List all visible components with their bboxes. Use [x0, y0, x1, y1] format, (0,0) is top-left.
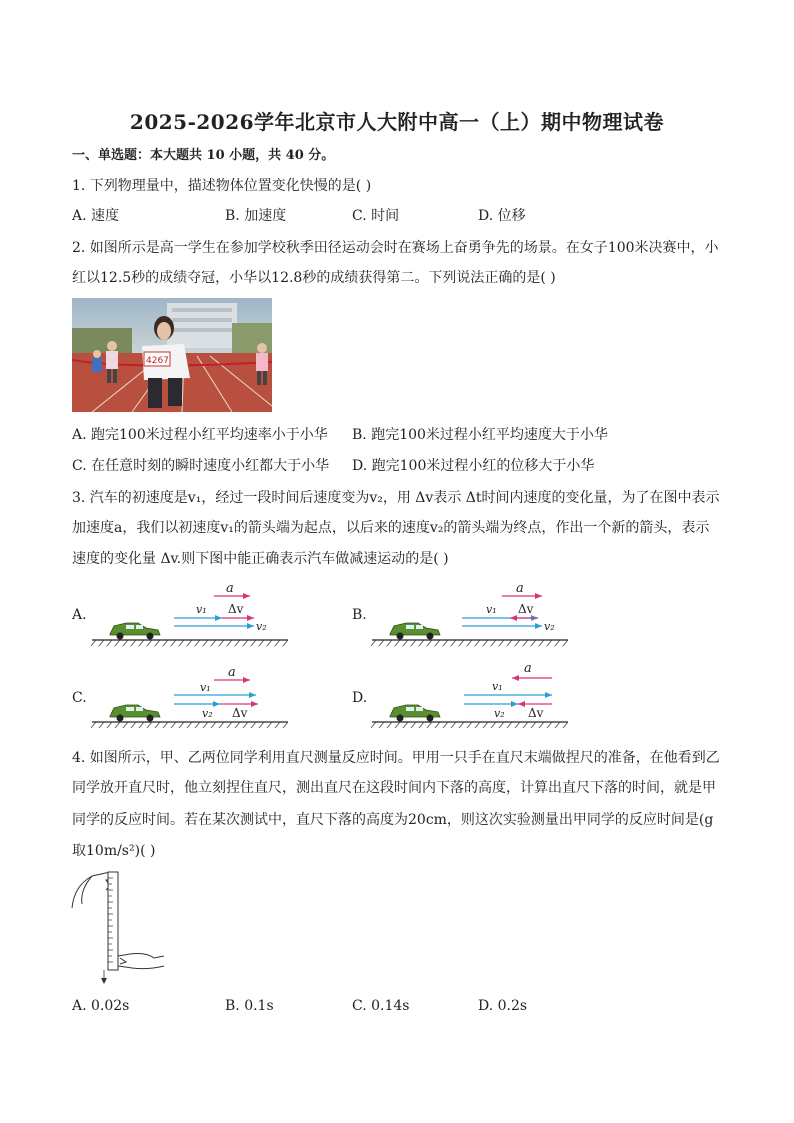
q2-option-c: C. 在任意时刻的瞬时速度小红都大于小华: [72, 458, 330, 474]
question-3-line-3: 速度的变化量 Δv.则下图中能正确表示汽车做减速运动的是( ): [72, 551, 449, 567]
page-title: 2025-2026学年北京市人大附中高一（上）期中物理试卷: [129, 110, 665, 134]
accel-label: a: [226, 581, 234, 596]
question-4-line-3: 同学的反应时间。若在某次测试中，直尺下落的高度为20cm，则这次实验测量出甲同学的反应时间是(g: [72, 812, 714, 828]
ruler-icon: [108, 872, 118, 970]
question-2-line-2: 红以12.5秒的成绩夺冠，小华以12.8秒的成绩获得第二。下列说法正确的是( ): [72, 270, 556, 286]
q3-option-c-label: C.: [72, 690, 87, 706]
q1-option-b: B. 加速度: [225, 208, 287, 224]
q2-option-a: A. 跑完100米过程小红平均速率小于小华: [72, 427, 328, 443]
svg-text:Δv: Δv: [528, 706, 544, 720]
q3-option-a-label: A.: [72, 607, 87, 623]
q1-option-a: A. 速度: [72, 208, 120, 224]
svg-text:v₂: v₂: [202, 707, 213, 720]
q4-option-c: C. 0.14s: [352, 998, 410, 1014]
q3-diagram-c: [90, 660, 290, 734]
question-3-line-1: 3. 汽车的初速度是v₁，经过一段时间后速度变为v₂，用 Δv表示 Δt时间内速度的变化量，为了在图中表示: [72, 490, 720, 506]
question-3-line-2: 加速度a，我们以初速度v₁的箭头端为起点，以后来的速度v₂的箭头端为终点，作出一个新的箭头，表示: [72, 520, 710, 536]
q1-option-c: C. 时间: [352, 208, 400, 224]
section-heading: 一、单选题：本大题共 10 小题，共 40 分。: [72, 148, 335, 163]
q3-diagram-a: [90, 578, 290, 652]
v1-label: v₁: [196, 603, 207, 616]
car-icon: [110, 705, 160, 722]
race-photo: [72, 298, 272, 412]
car-icon: [390, 705, 440, 722]
question-4-line-4: 取10m/s²)( ): [72, 843, 156, 859]
question-2-line-1: 2. 如图所示是高一学生在参加学校秋季田径运动会时在赛场上奋勇争先的场景。在女子100米决赛中，小: [72, 240, 719, 256]
svg-text:a: a: [516, 581, 524, 596]
q3-diagram-b: [370, 578, 570, 652]
q3-diagram-d: [370, 660, 570, 734]
q1-option-d: D. 位移: [478, 208, 526, 224]
q4-option-a: A. 0.02s: [72, 998, 130, 1014]
svg-text:v₂: v₂: [544, 620, 555, 633]
svg-text:v₁: v₁: [492, 680, 503, 693]
q2-option-b: B. 跑完100米过程小红平均速度大于小华: [352, 427, 608, 443]
question-4-line-1: 4. 如图所示，甲、乙两位同学利用直尺测量反应时间。甲用一只手在直尺末端做捏尺的准备，在他看到乙: [72, 750, 720, 766]
q4-option-d: D. 0.2s: [478, 998, 528, 1014]
svg-text:a: a: [228, 665, 236, 680]
q2-option-d: D. 跑完100米过程小红的位移大于小华: [352, 458, 595, 474]
svg-text:v₂: v₂: [494, 707, 505, 720]
q4-option-b: B. 0.1s: [225, 998, 274, 1014]
svg-text:Δv: Δv: [518, 602, 534, 616]
svg-text:v₁: v₁: [486, 603, 497, 616]
question-1-stem: 1. 下列物理量中，描述物体位置变化快慢的是( ): [72, 178, 372, 194]
question-4-line-2: 同学放开直尺时，他立刻捏住直尺，测出直尺在这段时间内下落的高度，计算出直尺下落的时间，就是甲: [72, 780, 716, 796]
dv-label: Δv: [228, 602, 244, 616]
v2-label: v₂: [256, 620, 267, 633]
svg-text:v₁: v₁: [200, 681, 211, 694]
car-icon: [390, 623, 440, 640]
q3-option-d-label: D.: [352, 690, 368, 706]
svg-text:Δv: Δv: [232, 706, 248, 720]
car-icon: [110, 623, 160, 640]
svg-text:a: a: [524, 661, 532, 676]
ruler-reaction-figure: [70, 866, 170, 990]
q3-option-b-label: B.: [352, 607, 367, 623]
hand-bottom-icon: [118, 954, 164, 969]
race-bib-number: 4267: [146, 356, 169, 366]
